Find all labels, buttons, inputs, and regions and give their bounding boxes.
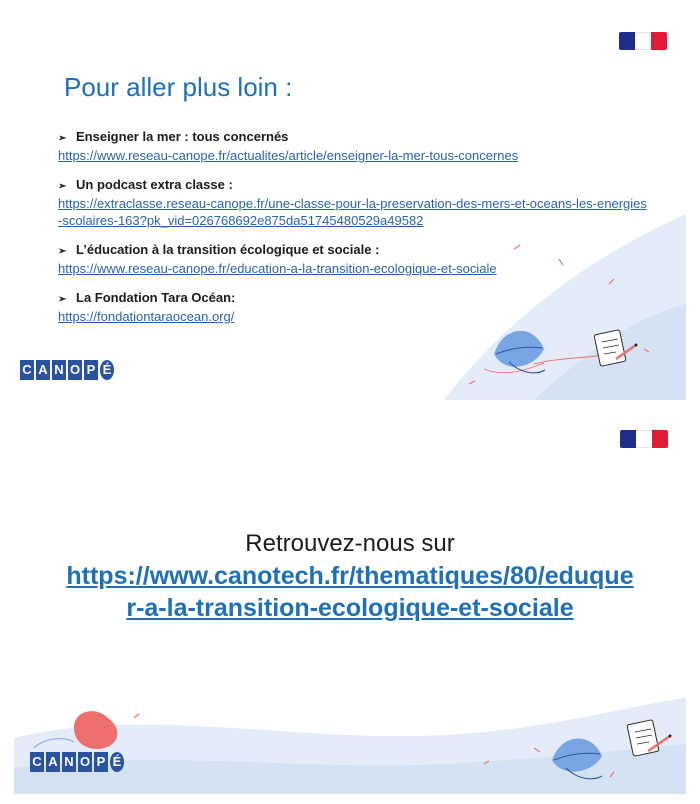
resource-list	[58, 128, 648, 337]
arrow-bullet-icon: ➢	[58, 246, 67, 257]
resource-label: L’éducation à la transition écologique et sociale :	[76, 242, 380, 257]
slide-retrouvez-nous	[14, 418, 686, 794]
resource-link[interactable]: https://www.reseau-canope.fr/actualites/article/enseigner-la-mer-tous-concernes	[58, 148, 519, 163]
arrow-bullet-icon: ➢	[58, 181, 67, 192]
arrow-bullet-icon: ➢	[58, 294, 67, 305]
list-item	[58, 176, 648, 229]
resource-link[interactable]: https://fondationtaraocean.org/	[58, 309, 235, 324]
canope-logo: C A N O P É	[20, 360, 114, 380]
french-flag-icon	[620, 430, 668, 448]
list-item	[58, 128, 648, 164]
resource-label: La Fondation Tara Océan:	[76, 290, 236, 305]
resource-link[interactable]: https://extraclasse.reseau-canope.fr/une-classe-pour-la-preservation-des-mers-et-oceans-les-energies-scolaires-163?pk_vid=026768692e875da51745480529a49582	[58, 196, 647, 228]
list-item	[58, 241, 648, 277]
resource-label: Un podcast extra classe :	[76, 177, 233, 192]
resource-link[interactable]: https://www.reseau-canope.fr/education-a-la-transition-ecologique-et-sociale	[58, 261, 497, 276]
canope-logo: C A N O P É	[30, 752, 124, 772]
resource-label: Enseigner la mer : tous concernés	[76, 129, 289, 144]
arrow-bullet-icon: ➢	[58, 133, 67, 144]
french-flag-icon	[619, 32, 667, 50]
slide-pour-aller-plus-loin	[14, 14, 686, 400]
slide-title: Pour aller plus loin :	[64, 72, 293, 102]
canotech-link[interactable]: https://www.canotech.fr/thematiques/80/eduquer-a-la-transition-ecologique-et-sociale	[66, 562, 634, 622]
list-item	[58, 289, 648, 325]
retrouvez-text: Retrouvez-nous sur	[245, 530, 455, 557]
